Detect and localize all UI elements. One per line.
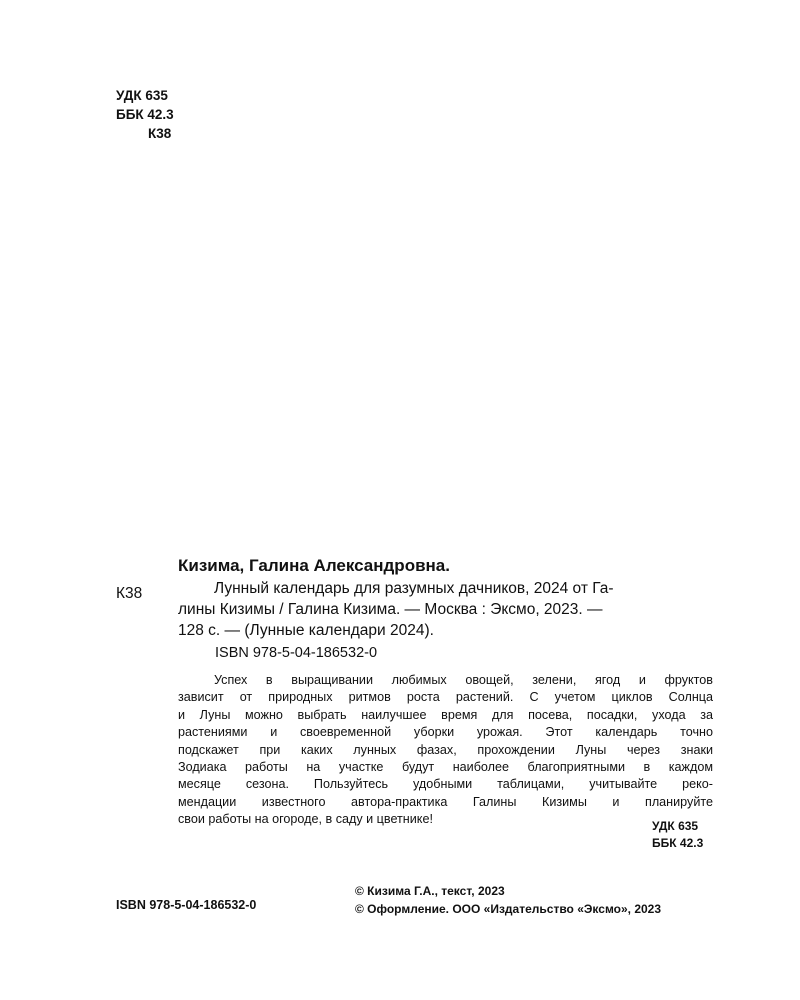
bbk-code: ББК 42.3 [116,107,174,122]
annotation-line: Успех в выращивании любимых овощей, зелени, ягод и фруктов [214,673,713,687]
description-line: лины Кизимы / Галина Кизима. — Москва : Эксмо, 2023. — [178,601,603,618]
author-mark: К38 [116,585,143,602]
annotation-line: и Луны можно выбрать наилучшее время для посева, посадки, ухода за [178,707,713,722]
classification-block [116,86,174,143]
udk-code: УДК 635 [116,88,168,103]
copyright-block [355,882,661,918]
annotation-line: растениями и своевременной уборки урожая. Этот календарь точно [178,725,713,740]
author-heading: Кизима, Галина Александровна. [178,556,450,575]
annotation-line: свои работы на огороде, в саду и цветнике! [178,812,433,827]
annotation-line: мендации известного автора-практика Галины Кизимы и планируйте [178,794,713,809]
footer-udk-code: УДК 635 [652,819,699,833]
footer-classification [652,818,703,852]
copyright-design: © Оформление. ООО «Издательство «Эксмо», 2023 [355,902,662,916]
description-line: Лунный календарь для разумных дачников, 2024 от Га- [214,580,614,597]
bibliographic-description [178,578,716,641]
entry-isbn: ISBN 978-5-04-186532-0 [215,645,378,661]
annotation-line: зависит от природных ритмов роста растений. С учетом циклов Солнца [178,690,713,705]
footer-bbk-code: ББК 42.3 [652,836,704,850]
footer-isbn: ISBN 978-5-04-186532-0 [116,898,257,912]
annotation-line: Зодиака работы на участке будут наиболее благоприятными в каждом [178,760,713,775]
annotation-line: подскажет при каких лунных фазах, прохождении Луны через знаки [178,742,713,757]
annotation-line: месяце сезона. Пользуйтесь удобными таблицами, учитывайте реко- [178,777,713,792]
author-mark-code: К38 [148,126,172,141]
copyright-text: © Кизима Г.А., текст, 2023 [355,884,505,898]
annotation-paragraph [178,672,713,829]
description-line: 128 с. — (Лунные календари 2024). [178,622,434,639]
